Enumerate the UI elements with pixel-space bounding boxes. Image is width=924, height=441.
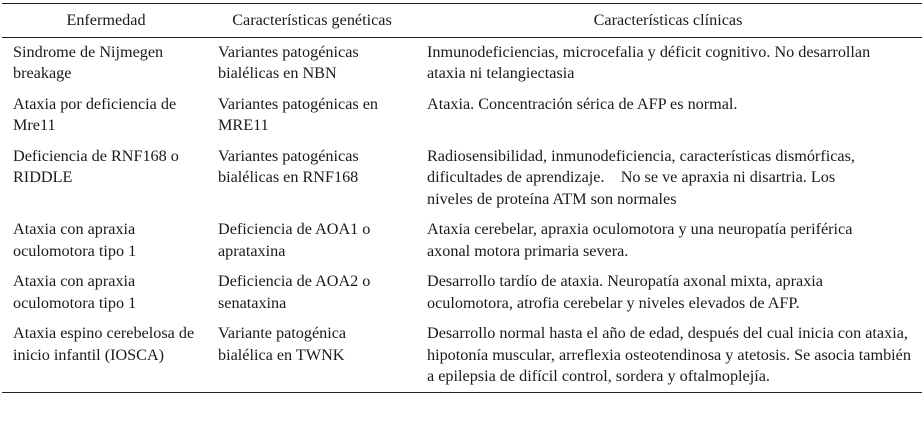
table-row	[2, 90, 922, 142]
table-row	[2, 215, 922, 267]
genetic-cell: Variantes patogénicas en MRE11	[218, 94, 379, 134]
table-header	[2, 4, 922, 38]
clinical-cell: Inmunodeficiencias, microcefalia y déficit cognitivo. No desarrollan ataxia ni telangiectasia	[427, 42, 871, 82]
clinical-cell: Desarrollo normal hasta el año de edad, después del cual inicia con ataxia, hipotonía muscular, arreflexia osteotendinosa y atetosis. Se asocia también a epilepsia de difícil control, sordera y oftalmoplejía.	[427, 324, 911, 385]
genetic-cell: Deficiencia de AOA1 o aprataxina	[218, 220, 371, 260]
disease-cell: Ataxia con apraxia oculomotora tipo 1	[13, 272, 137, 312]
clinical-cell: Ataxia cerebelar, apraxia oculomotora y una neuropatía periférica axonal motora primaria severa.	[427, 220, 853, 260]
genetic-cell: Variante patogénica bialélica en TWNK	[218, 324, 347, 364]
genetic-cell: Variantes patogénicas bialélicas en RNF168	[218, 146, 359, 186]
table-row	[2, 319, 922, 392]
clinical-cell: Radiosensibilidad, inmunodeficiencia, características dismórficas, dificultades de aprendizaje. No se ve apraxia ni disartria. Los niveles de proteína ATM son normales	[427, 146, 859, 208]
header-disease: Enfermedad	[66, 11, 146, 29]
table-row	[2, 142, 922, 216]
clinical-cell: Ataxia. Concentración sérica de AFP es normal.	[427, 94, 738, 113]
disease-cell: Sindrome de Nijmegen breakage	[13, 42, 164, 82]
header-genetic: Características genéticas	[232, 11, 392, 29]
header-clinical: Características clínicas	[593, 11, 743, 29]
genetic-cell: Deficiencia de AOA2 o senataxina	[218, 272, 371, 312]
table-row	[2, 37, 922, 90]
genetic-cell: Variantes patogénicas bialélicas en NBN	[218, 42, 359, 82]
clinical-cell: Desarrollo tardío de ataxia. Neuropatía axonal mixta, apraxia oculomotora, atrofia cerebelar y niveles elevados de AFP.	[427, 272, 823, 312]
disease-cell: Ataxia espino cerebelosa de inicio infantil (IOSCA)	[13, 324, 195, 364]
disease-cell: Ataxia por deficiencia de Mre11	[13, 94, 177, 134]
disease-cell: Ataxia con apraxia oculomotora tipo 1	[13, 220, 137, 260]
header-row	[2, 4, 922, 38]
table-body	[2, 37, 922, 392]
clinical-table-container	[2, 3, 922, 393]
diseases-table	[2, 3, 922, 393]
table-row	[2, 267, 922, 319]
disease-cell: Deficiencia de RNF168 o RIDDLE	[13, 146, 179, 186]
